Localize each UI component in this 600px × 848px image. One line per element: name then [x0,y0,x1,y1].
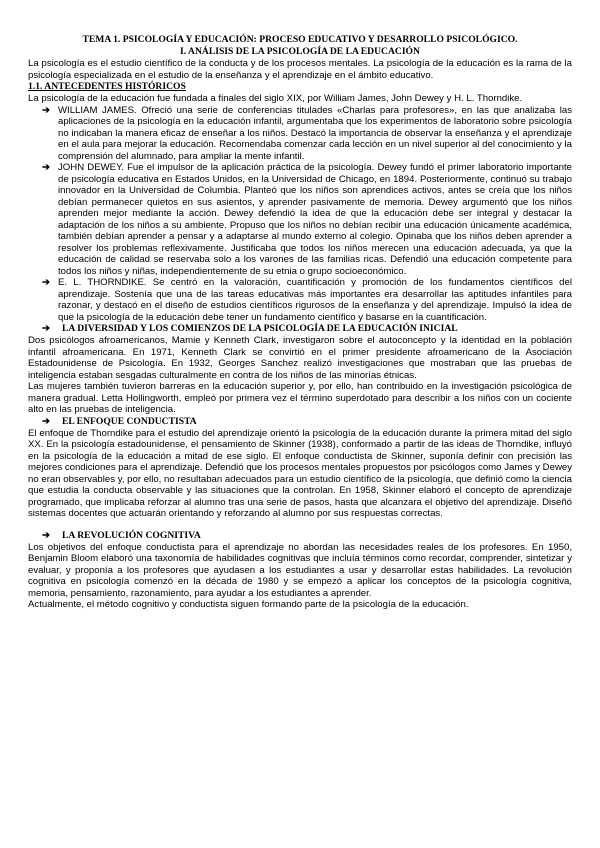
arrow-bullet-icon: ➔ [42,323,51,334]
bullet-text: E. L. THORNDIKE. Se centró en la valoración, cuantificación y promoción de los fundamentos científicos del aprendizaje. Sostenía que una de las tareas educativas más importantes era desarrollar las aptitudes infantiles para razonar, y destacó en el diseño de estudios científicos rigurosos de la enseñanza y del aprendizaje. Impulsó la idea de que la psicología de la educación debe tener un fundamento científico y basarse en la cuantificación. [58,277,572,323]
section-heading-antecedentes: 1.1. ANTECEDENTES HISTÓRICOS [28,81,186,92]
arrow-bullet-icon: ➔ [42,529,51,541]
section-heading-cognitiva [28,530,572,542]
cognitiva-paragraph-2: Actualmente, el método cognitivo y conductista siguen formando parte de la psicología de la educación. [28,599,469,610]
bullet-john-dewey [28,162,572,277]
arrow-bullet-icon: ➔ [42,415,51,427]
bullet-thorndike [28,277,572,323]
diversidad-paragraph-2: Las mujeres también tuvieron barreras en la educación superior y, por ello, han contribuido en la investigación psicológica de manera gradual. Letta Hollingworth, empleó por primera vez el término superdotado para describir a los niños con un cociente alto en las pruebas de inteligencia. [28,381,572,415]
document-page [28,34,572,611]
document-title: TEMA 1. PSICOLOGÍA Y EDUCACIÓN: PROCESO EDUCATIVO Y DESARROLLO PSICOLÓGICO. [82,34,518,45]
section-heading-conductista [28,416,572,428]
section-heading-diversidad [28,323,572,335]
diversidad-paragraph-1: Dos psicólogos afroamericanos, Mamie y Kenneth Clark, investigaron sobre el autoconcepto y la identidad en la población infantil afroamericana. En 1971, Kenneth Clark se convirtió en el primer presidente afroamericano de la Asociación Estadounidense de Psicología. En 1932, Georges Sanchez realizó investigaciones que mostraban que las pruebas de inteligencia estaban sesgadas culturalmente en contra de los niños de las minorías étnicas. [28,335,572,381]
section-heading-text: LA DIVERSIDAD Y LOS COMIENZOS DE LA PSICOLOGÍA DE LA EDUCACIÓN INICIAL [62,323,458,334]
section-heading-text: LA REVOLUCIÓN COGNITIVA [62,529,201,541]
cognitiva-paragraph-1: Los objetivos del enfoque conductista para el aprendizaje no abordan las necesidades reales de los profesores. En 1950, Benjamin Bloom elaboró una taxonomía de habilidades cognitivas que incluía términos como recordar, comprender, sintetizar y evaluar, y proponía a los profesores que ayudasen a los estudiantes a usar y desarrollar estas habilidades. La revolución cognitiva en psicología comenzó en la década de 1980 y se empezó a aplicar los conceptos de la psicología cognitiva, memoria, pensamiento, razonamiento, para ayudar a los estudiantes a aprender. [28,541,572,599]
arrow-bullet-icon: ➔ [42,104,51,116]
bullet-william-james [28,105,572,163]
intro-paragraph: La psicología es el estudio científico de la conducta y de los procesos mentales. La psicología de la educación es la rama de la psicología especializada en el estudio de la enseñanza y el aprendizaje en el ámbito educativo. [28,58,572,81]
arrow-bullet-icon: ➔ [42,162,51,173]
arrow-bullet-icon: ➔ [42,277,51,288]
bullet-text: JOHN DEWEY. Fue el impulsor de la aplicación práctica de la psicología. Dewey fundó el primer laboratorio importante de psicología educativa en Estados Unidos, en la Universidad de Chicago, en 1894. Posteriormente, continuó su trabajo innovador en la Universidad de Columbia. Planteó que los niños son aprendices activos, antes se creía que los niños debían permanecer quietos en sus asientos, y aprender pasivamente de memoria. Dewey argumentó que los niños aprenden mejor mediante la acción. Dewey defendió la idea de que la educación debe ser integral y destacar la adaptación de los niños a su ambiente. Propuso que los niños no debían recibir una educación únicamente académica, también debían aprender a pensar y a adaptarse al mundo externo al colegio. Opinaba que los niños deben aprender a resolver los problemas reflexivamente. Justificaba que todos los niños merecen una educación adecuada, ya que la educación de calidad se reservaba solo a los varones de las familias ricas. Defendió una educación competente para todos los niños y niñas, independientemente de su etnia o grupo socioeconómico. [58,162,572,277]
bullet-text: WILLIAM JAMES. Ofreció una serie de conferencias titulades «Charlas para profesores», en las que analizaba las aplicaciones de la psicología en la educación infantil, argumentaba que los experimentos de laboratorio sobre psicología no indicaban la manera eficaz de enseñar a los niños. Destacó la importancia de observar la enseñanza y el aprendizaje en el aula para mejorar la educación. Recomendaba comenzar cada lección en un nivel superior al del conocimiento y la comprensión del alumnado, para ampliar la mente infantil. [58,104,572,162]
section-heading-text: EL ENFOQUE CONDUCTISTA [62,415,197,427]
antecedentes-intro: La psicología de la educación fue fundada a finales del siglo XIX, por William James, John Dewey y H. L. Thorndike. [28,93,523,104]
conductista-paragraph: El enfoque de Thorndike para el estudio del aprendizaje orientó la psicología de la educación durante la primera mitad del siglo XX. En la psicología estadounidense, el pensamiento de Skinner (1938), conformado a partir de las ideas de Thorndike, influyó en la psicología de la educación a mitad de ese siglo. El enfoque conductista de Skinner, suponía definir con precisión las mejores condiciones para el aprendizaje. Defendió que los procesos mentales propuestos por psicólogos como James y Dewey no eran observables y, por ello, no resultaban adecuados para un estudio científico de la psicología, que definió como la ciencia que estudia la conducta observable y las situaciones que la controlan. En 1958, Skinner elaboró el concepto de aprendizaje programado, que implicaba reforzar al alumno tras una serie de pasos, hasta que alcanzara el objetivo del aprendizaje. Diseñó sistemas docentes que actuarán orientando y reforzando al alumno por sus respuestas correctas. [28,427,572,519]
spacer [28,520,572,530]
section-heading-analysis: I. ANÁLISIS DE LA PSICOLOGÍA DE LA EDUCACIÓN [180,46,420,57]
